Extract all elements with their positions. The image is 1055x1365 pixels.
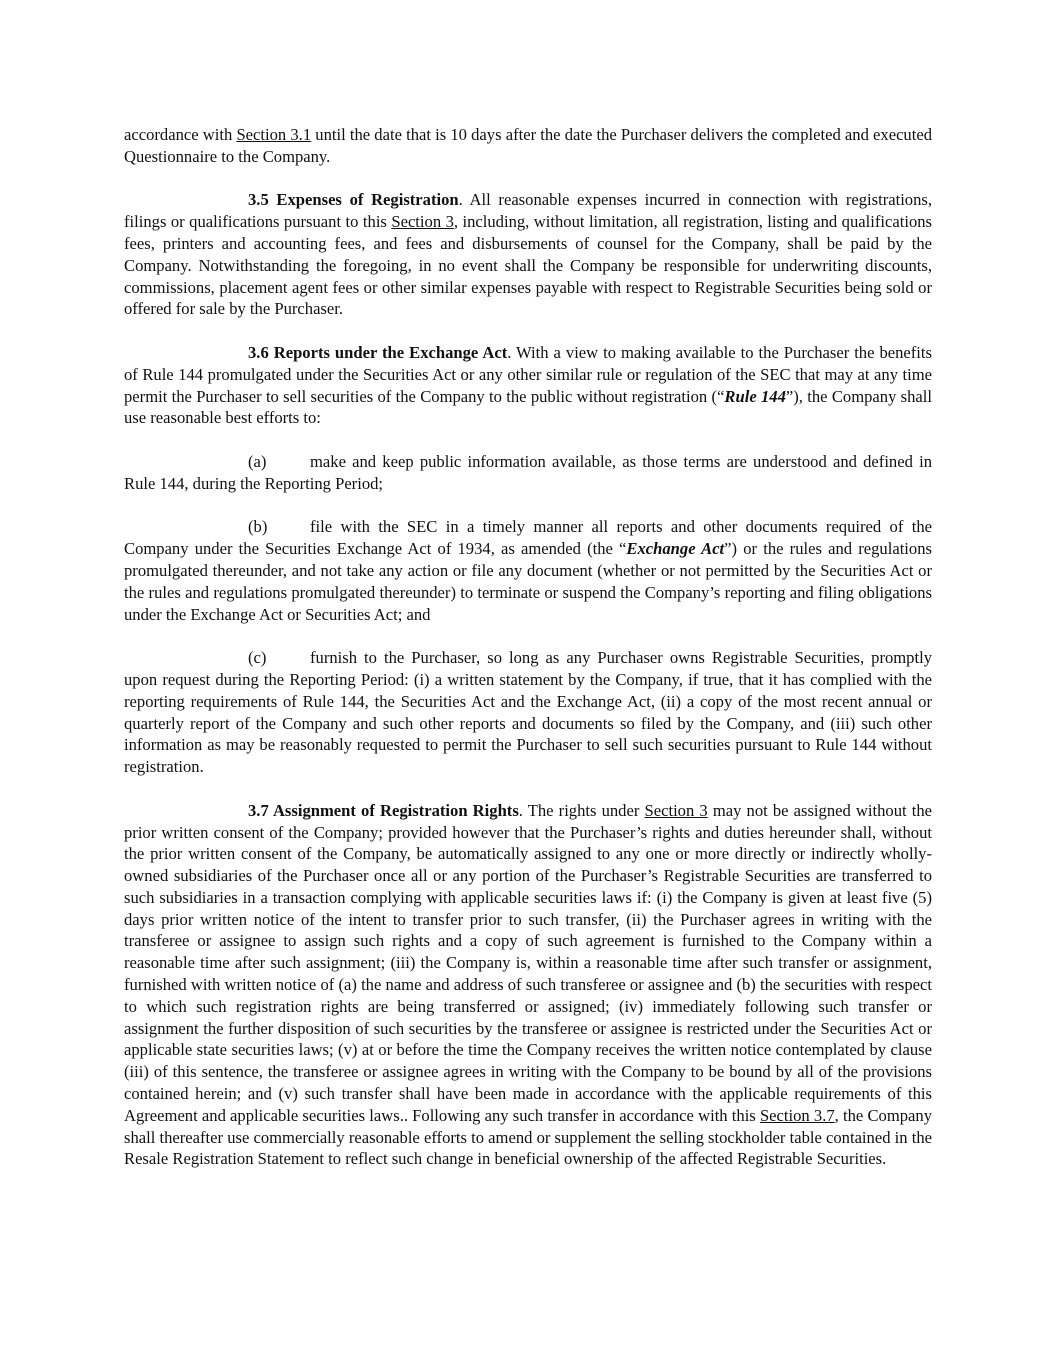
defined-term: Exchange Act	[626, 539, 725, 559]
list-item-label: (b)	[248, 517, 268, 537]
section-3-5-paragraph: 3.5 Expenses of Registration. All reasonable expenses incurred in connection with registrations, filings or qualifications pursuant to this Section 3, including, without limitation, all registration, listing and qualifications fees, printers and accounting fees, and fees and disbursements of counsel for the Company, shall be paid by the Company. Notwithstanding the foregoing, in no event shall the Company be responsible for underwriting discounts, commissions, placement agent fees or other similar expenses payable with respect to Registrable Securities being sold or offered for sale by the Purchaser.	[124, 190, 933, 319]
section-reference: Section 3	[391, 212, 454, 232]
list-item-label: (a)	[248, 451, 267, 471]
document-page	[124, 124, 932, 1192]
list-item-a: (a) make and keep public information available, as those terms are understood and defined in Rule 144, during the Reporting Period;	[124, 451, 932, 493]
paragraph-continuation: accordance with Section 3.1 until the date that is 10 days after the date the Purchaser delivers the completed and executed Questionnaire to the Company.	[124, 125, 933, 166]
section-heading: 3.5 Expenses of Registration	[248, 190, 459, 210]
section-reference: Section 3.7	[759, 1105, 835, 1125]
section-reference: Section 3	[644, 800, 708, 820]
section-reference: Section 3.1	[236, 125, 312, 144]
defined-term: Rule 144	[724, 386, 786, 406]
list-item-c: (c) furnish to the Purchaser, so long as any Purchaser owns Registrable Securities, promptly upon request during the Reporting Period: (i) a written statement by the Company, if true, that it has complied with the reporting requirements of Rule 144, the Securities Act and the Exchange Act, (ii) a copy of the most recent annual or quarterly report of the Company and such other reports and documents so filed by the Company, and (iii) such other information as may be reasonably requested to permit the Purchaser to sell such securities pursuant to Rule 144 without registration.	[124, 648, 932, 777]
list-item-b: (b) file with the SEC in a timely manner all reports and other documents required of the Company under the Securities Exchange Act of 1934, as amended (the “Exchange Act”) or the rules and regulations promulgated thereunder, and not take any action or file any document (whether or not permitted by the Securities Act or the rules and regulations promulgated thereunder) to terminate or suspend the Company’s reporting and filing obligations under the Exchange Act or Securities Act; and	[124, 517, 932, 624]
list-item-label: (c)	[248, 648, 267, 668]
section-3-6-paragraph: 3.6 Reports under the Exchange Act. With a view to making available to the Purchaser the benefits of Rule 144 promulgated under the Securities Act or any other similar rule or regulation of the SEC that may at any time permit the Purchaser to sell securities of the Company to the public without registration (“Rule 144”), the Company shall use reasonable best efforts to:	[124, 342, 933, 428]
section-heading: 3.6 Reports under the Exchange Act	[248, 342, 508, 362]
section-heading: 3.7 Assignment of Registration Rights	[248, 800, 519, 820]
section-3-7-paragraph: 3.7 Assignment of Registration Rights. The rights under Section 3 may not be assigned without the prior written consent of the Company; provided however that the Purchaser’s rights and duties hereunder shall, without the prior written consent of the Company, be automatically assigned to any one or more directly or indirectly wholly-owned subsidiaries of the Purchaser once all or any portion of the Purchaser’s Registrable Securities are transferred to such subsidiaries in a transaction complying with applicable securities laws if: (i) the Company is given at least five (5) days prior written notice of the intent to transfer prior to such transfer, (ii) the Purchaser agrees in writing with the transferee or assignee to assign such rights and a copy of such agreement is furnished to the Company within a reasonable time after such assignment; (iii) the Company is, within a reasonable time after such transfer or assignment, furnished with written notice of (a) the name and address of such transferee or assignee and (b) the securities with respect to which such registration rights are being transferred or assigned; (iv) immediately following such transfer or assignment the further disposition of such securities by the transferee or assignee is restricted under the Securities Act or applicable state securities laws; (v) at or before the time the Company receives the written notice contemplated by clause (iii) of this sentence, the transferee or assignee agrees in writing with the Company to be bound by all of the provisions contained herein; and (v) such transfer shall have been made in accordance with the applicable requirements of this Agreement and applicable securities laws.. Following any such transfer in accordance with this Section 3.7, the Company shall thereafter use commercially reasonable efforts to amend or supplement the selling stockholder table contained in the Resale Registration Statement to reflect such change in beneficial ownership of the affected Registrable Securities.	[124, 800, 932, 1169]
